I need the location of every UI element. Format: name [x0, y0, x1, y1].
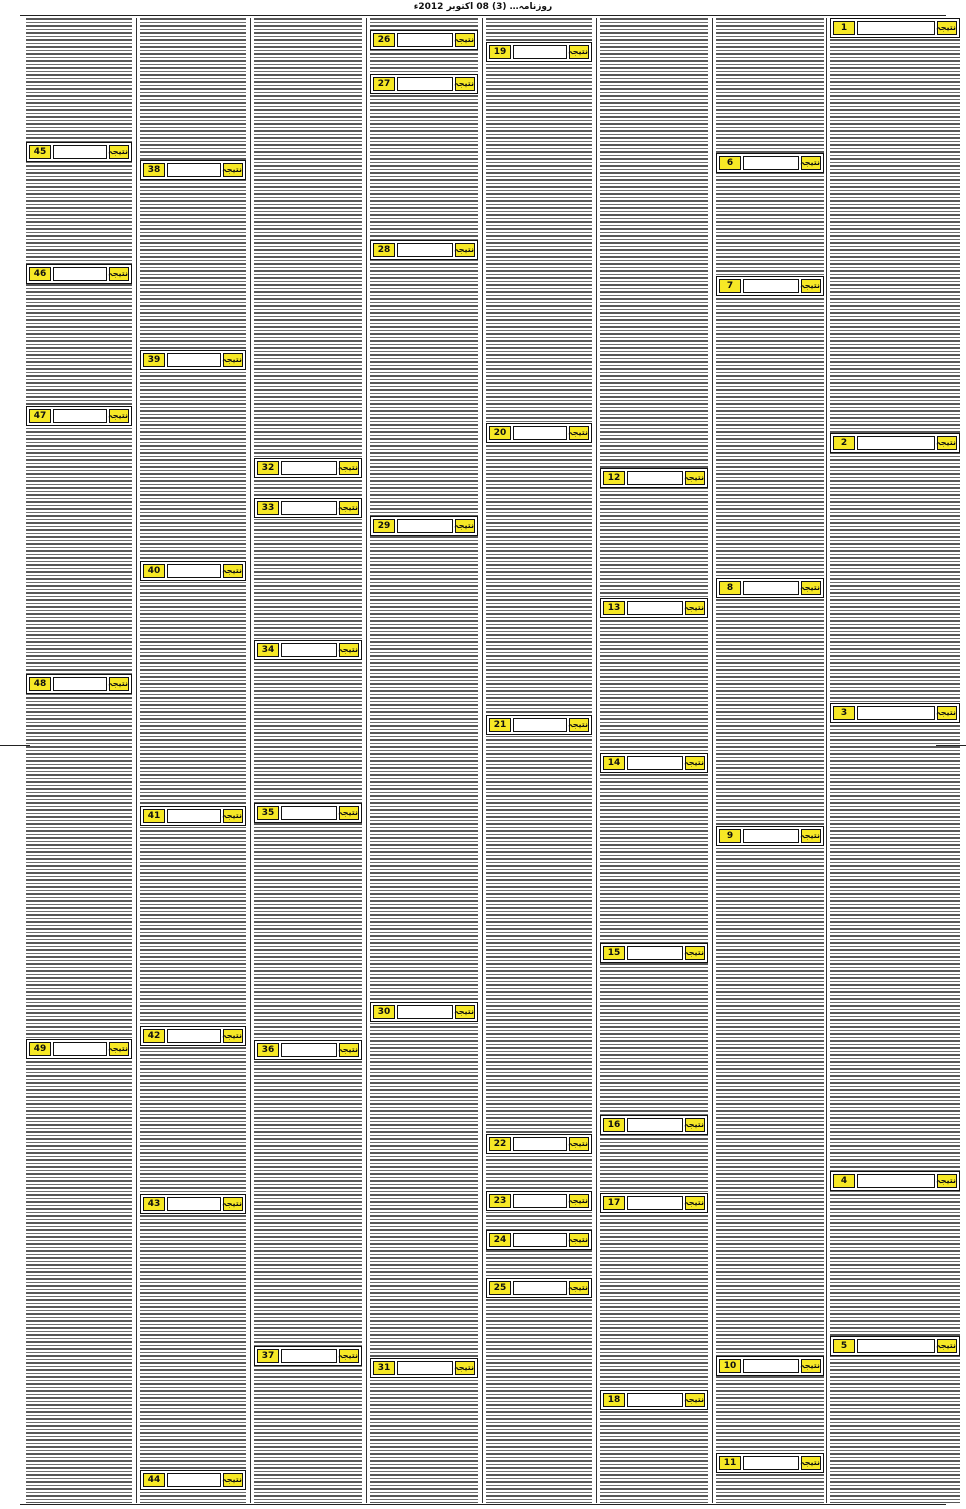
- entry-header-49: [26, 1039, 132, 1059]
- entry-blank: [743, 279, 799, 293]
- column-7: [26, 18, 132, 1503]
- entry-blank: [397, 1361, 453, 1375]
- entry-number: 36: [257, 1043, 279, 1057]
- entry-header-35: [254, 803, 362, 823]
- entry-header-39: [140, 350, 246, 370]
- entry-header-29: [370, 516, 478, 536]
- entry-blank: [167, 1197, 221, 1211]
- entry-label: نتیجہ: [223, 1197, 243, 1211]
- entry-number: 48: [29, 677, 51, 691]
- entry-number: 23: [489, 1194, 511, 1208]
- entry-label: نتیجہ: [937, 21, 957, 35]
- entry-label: نتیجہ: [685, 756, 705, 770]
- entry-label: نتیجہ: [223, 353, 243, 367]
- column-3: [486, 18, 592, 1503]
- entry-header-34: [254, 640, 362, 660]
- entry-number: 5: [833, 1339, 855, 1353]
- side-tick-right: [936, 745, 966, 746]
- entry-number: 13: [603, 601, 625, 615]
- entry-blank: [857, 1339, 935, 1353]
- column-text: [254, 18, 362, 1503]
- entry-blank: [53, 145, 107, 159]
- entry-blank: [513, 1194, 567, 1208]
- column-rule: [596, 18, 597, 1503]
- column-5: [254, 18, 362, 1503]
- entry-number: 32: [257, 461, 279, 475]
- entry-header-6: [716, 153, 824, 173]
- entry-label: نتیجہ: [109, 409, 129, 423]
- entry-label: نتیجہ: [339, 461, 359, 475]
- entry-number: 29: [373, 519, 395, 533]
- side-tick-left: [0, 745, 30, 746]
- entry-number: 12: [603, 471, 625, 485]
- entry-label: نتیجہ: [455, 243, 475, 257]
- column-1b: [716, 18, 824, 1503]
- entry-label: نتیجہ: [455, 33, 475, 47]
- entry-blank: [513, 1281, 567, 1295]
- entry-number: 49: [29, 1042, 51, 1056]
- column-4: [370, 18, 478, 1503]
- entry-header-8: [716, 578, 824, 598]
- entry-number: 30: [373, 1005, 395, 1019]
- entry-number: 6: [719, 156, 741, 170]
- entry-header-38: [140, 160, 246, 180]
- entry-header-28: [370, 240, 478, 260]
- entry-label: نتیجہ: [455, 519, 475, 533]
- entry-header-2: [830, 433, 960, 453]
- entry-blank: [743, 829, 799, 843]
- entry-header-30: [370, 1002, 478, 1022]
- entry-number: 31: [373, 1361, 395, 1375]
- entry-blank: [167, 809, 221, 823]
- entry-label: نتیجہ: [569, 426, 589, 440]
- column-text: [140, 18, 246, 1503]
- entry-blank: [53, 267, 107, 281]
- entry-number: 28: [373, 243, 395, 257]
- entry-label: نتیجہ: [109, 145, 129, 159]
- entry-blank: [627, 471, 683, 485]
- entry-number: 33: [257, 501, 279, 515]
- entry-header-5: [830, 1336, 960, 1356]
- entry-header-16: [600, 1115, 708, 1135]
- masthead: [0, 0, 966, 16]
- entry-blank: [397, 519, 453, 533]
- entry-label: نتیجہ: [109, 1042, 129, 1056]
- entry-header-4: [830, 1171, 960, 1191]
- column-1: [830, 18, 960, 1503]
- entry-blank: [857, 1174, 935, 1188]
- entry-blank: [397, 33, 453, 47]
- entry-header-20: [486, 423, 592, 443]
- entry-number: 8: [719, 581, 741, 595]
- entry-number: 25: [489, 1281, 511, 1295]
- entry-label: نتیجہ: [223, 163, 243, 177]
- column-rule: [482, 18, 483, 1503]
- entry-header-23: [486, 1191, 592, 1211]
- entry-blank: [53, 1042, 107, 1056]
- entry-header-14: [600, 753, 708, 773]
- entry-header-1: [830, 18, 960, 38]
- entry-header-47: [26, 406, 132, 426]
- entry-number: 26: [373, 33, 395, 47]
- entry-number: 40: [143, 564, 165, 578]
- entry-header-46: [26, 264, 132, 284]
- entry-number: 19: [489, 45, 511, 59]
- entry-blank: [167, 564, 221, 578]
- entry-label: نتیجہ: [937, 1174, 957, 1188]
- entry-header-22: [486, 1134, 592, 1154]
- column-text: [716, 18, 824, 1503]
- entry-blank: [397, 243, 453, 257]
- entry-header-33: [254, 498, 362, 518]
- entry-blank: [397, 1005, 453, 1019]
- column-2: [600, 18, 708, 1503]
- entry-blank: [53, 409, 107, 423]
- entry-blank: [167, 163, 221, 177]
- entry-number: 39: [143, 353, 165, 367]
- entry-number: 47: [29, 409, 51, 423]
- entry-number: 17: [603, 1196, 625, 1210]
- entry-blank: [743, 1456, 799, 1470]
- entry-blank: [513, 1137, 567, 1151]
- entry-header-9: [716, 826, 824, 846]
- entry-header-3: [830, 703, 960, 723]
- entry-blank: [857, 436, 935, 450]
- entry-header-12: [600, 468, 708, 488]
- entry-header-25: [486, 1278, 592, 1298]
- column-rule: [712, 18, 713, 1503]
- entry-number: 42: [143, 1029, 165, 1043]
- entry-number: 27: [373, 77, 395, 91]
- entry-label: نتیجہ: [569, 45, 589, 59]
- entry-blank: [513, 1233, 567, 1247]
- entry-label: نتیجہ: [109, 267, 129, 281]
- column-rule: [136, 18, 137, 1503]
- entry-blank: [281, 806, 337, 820]
- entry-label: نتیجہ: [801, 279, 821, 293]
- entry-label: نتیجہ: [569, 1233, 589, 1247]
- entry-number: 44: [143, 1473, 165, 1487]
- entry-label: نتیجہ: [339, 501, 359, 515]
- entry-label: نتیجہ: [801, 156, 821, 170]
- column-rule: [826, 18, 827, 1503]
- entry-number: 22: [489, 1137, 511, 1151]
- entry-blank: [513, 426, 567, 440]
- entry-number: 35: [257, 806, 279, 820]
- entry-number: 14: [603, 756, 625, 770]
- column-rule: [366, 18, 367, 1503]
- entry-label: نتیجہ: [685, 1118, 705, 1132]
- entry-label: نتیجہ: [801, 581, 821, 595]
- entry-number: 21: [489, 718, 511, 732]
- entry-header-41: [140, 806, 246, 826]
- entry-header-13: [600, 598, 708, 618]
- entry-label: نتیجہ: [223, 564, 243, 578]
- entry-blank: [857, 21, 935, 35]
- entry-blank: [627, 946, 683, 960]
- entry-label: نتیجہ: [685, 946, 705, 960]
- entry-blank: [281, 1349, 337, 1363]
- entry-header-44: [140, 1470, 246, 1490]
- entry-label: نتیجہ: [223, 809, 243, 823]
- entry-label: نتیجہ: [339, 806, 359, 820]
- entry-number: 24: [489, 1233, 511, 1247]
- entry-label: نتیجہ: [569, 1281, 589, 1295]
- entry-blank: [167, 1473, 221, 1487]
- entry-blank: [167, 353, 221, 367]
- entry-blank: [627, 756, 683, 770]
- entry-label: نتیجہ: [569, 1137, 589, 1151]
- entry-number: 34: [257, 643, 279, 657]
- entry-header-37: [254, 1346, 362, 1366]
- entry-header-17: [600, 1193, 708, 1213]
- entry-label: نتیجہ: [109, 677, 129, 691]
- entry-blank: [281, 1043, 337, 1057]
- entry-number: 46: [29, 267, 51, 281]
- entry-label: نتیجہ: [801, 829, 821, 843]
- entry-number: 11: [719, 1456, 741, 1470]
- entry-number: 1: [833, 21, 855, 35]
- entry-number: 16: [603, 1118, 625, 1132]
- entry-blank: [281, 643, 337, 657]
- entry-header-32: [254, 458, 362, 478]
- entry-label: نتیجہ: [801, 1456, 821, 1470]
- entry-blank: [281, 501, 337, 515]
- entry-header-26: [370, 30, 478, 50]
- entry-header-10: [716, 1356, 824, 1376]
- entry-label: نتیجہ: [937, 1339, 957, 1353]
- entry-label: نتیجہ: [339, 1043, 359, 1057]
- entry-blank: [513, 45, 567, 59]
- entry-label: نتیجہ: [801, 1359, 821, 1373]
- bottom-rule: [20, 1504, 946, 1505]
- masthead-rule: [20, 15, 946, 16]
- entry-number: 10: [719, 1359, 741, 1373]
- entry-blank: [627, 1196, 683, 1210]
- column-text: [830, 18, 960, 1503]
- entry-number: 41: [143, 809, 165, 823]
- column-text: [26, 18, 132, 1503]
- entry-blank: [627, 1118, 683, 1132]
- entry-blank: [743, 1359, 799, 1373]
- entry-blank: [857, 706, 935, 720]
- entry-label: نتیجہ: [569, 1194, 589, 1208]
- entry-number: 15: [603, 946, 625, 960]
- entry-label: نتیجہ: [455, 1005, 475, 1019]
- entry-header-24: [486, 1230, 592, 1250]
- entry-blank: [743, 581, 799, 595]
- entry-header-21: [486, 715, 592, 735]
- entry-header-7: [716, 276, 824, 296]
- entry-header-31: [370, 1358, 478, 1378]
- entry-header-42: [140, 1026, 246, 1046]
- column-6: [140, 18, 246, 1503]
- entry-number: 7: [719, 279, 741, 293]
- entry-header-19: [486, 42, 592, 62]
- entry-header-40: [140, 561, 246, 581]
- entry-label: نتیجہ: [223, 1029, 243, 1043]
- entry-blank: [513, 718, 567, 732]
- entry-label: نتیجہ: [339, 643, 359, 657]
- entry-header-43: [140, 1194, 246, 1214]
- entry-blank: [281, 461, 337, 475]
- entry-header-48: [26, 674, 132, 694]
- entry-label: نتیجہ: [937, 436, 957, 450]
- entry-header-27: [370, 74, 478, 94]
- masthead-title: روزنامہ… (3) 08 اکتوبر 2012ء: [413, 2, 553, 12]
- entry-header-36: [254, 1040, 362, 1060]
- entry-number: 2: [833, 436, 855, 450]
- entry-number: 45: [29, 145, 51, 159]
- entry-number: 20: [489, 426, 511, 440]
- entry-header-45: [26, 142, 132, 162]
- entry-label: نتیجہ: [569, 718, 589, 732]
- entry-header-11: [716, 1453, 824, 1473]
- entry-label: نتیجہ: [685, 1196, 705, 1210]
- entry-number: 4: [833, 1174, 855, 1188]
- entry-label: نتیجہ: [937, 706, 957, 720]
- entry-label: نتیجہ: [339, 1349, 359, 1363]
- entry-label: نتیجہ: [685, 1393, 705, 1407]
- entry-label: نتیجہ: [455, 1361, 475, 1375]
- entry-blank: [627, 1393, 683, 1407]
- entry-number: 18: [603, 1393, 625, 1407]
- entry-number: 43: [143, 1197, 165, 1211]
- entry-number: 37: [257, 1349, 279, 1363]
- entry-header-18: [600, 1390, 708, 1410]
- entry-label: نتیجہ: [685, 471, 705, 485]
- entry-header-15: [600, 943, 708, 963]
- entry-number: 38: [143, 163, 165, 177]
- entry-blank: [167, 1029, 221, 1043]
- entry-blank: [627, 601, 683, 615]
- entry-number: 3: [833, 706, 855, 720]
- entry-number: 9: [719, 829, 741, 843]
- entry-blank: [397, 77, 453, 91]
- column-rule: [250, 18, 251, 1503]
- entry-label: نتیجہ: [223, 1473, 243, 1487]
- entry-blank: [53, 677, 107, 691]
- entry-blank: [743, 156, 799, 170]
- entry-label: نتیجہ: [685, 601, 705, 615]
- entry-label: نتیجہ: [455, 77, 475, 91]
